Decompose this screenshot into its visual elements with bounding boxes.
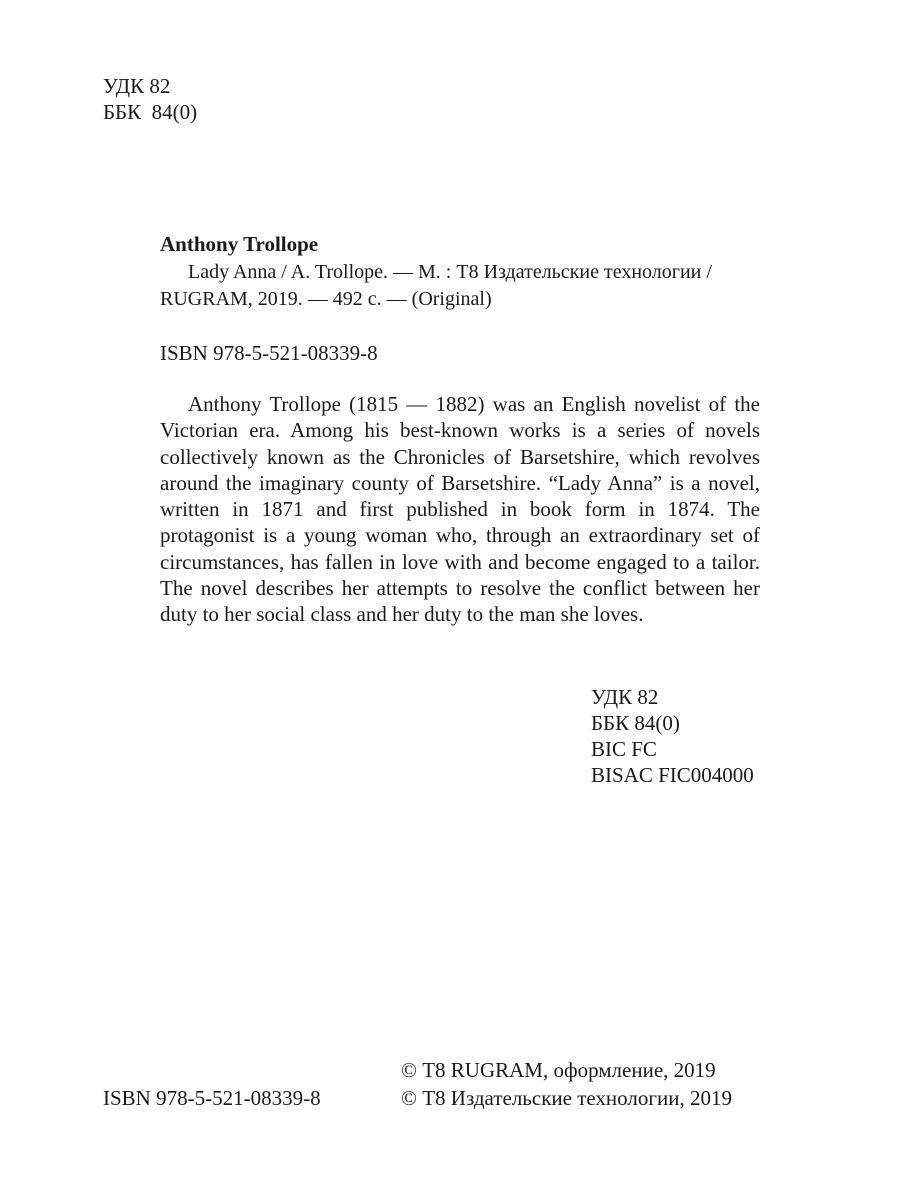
isbn-main: ISBN 978-5-521-08339-8 — [160, 341, 378, 365]
isbn-footer: ISBN 978-5-521-08339-8 — [103, 1086, 321, 1110]
classification-codes — [591, 684, 754, 788]
author-name: Anthony Trollope — [160, 232, 319, 256]
udk-code-right: УДК 82 — [591, 685, 659, 709]
bisac-code: BISAC FIC004000 — [591, 763, 754, 787]
biblio-line-1: Lady Anna / A. Trollope. — М. : Т8 Издательские технологии / — [188, 261, 712, 283]
udk-code: УДК 82 — [103, 74, 171, 98]
biblio-line-2: RUGRAM, 2019. — 492 с. — (Original) — [160, 288, 492, 310]
bbk-code-right: ББК 84(0) — [591, 711, 680, 735]
copyright-block — [401, 1056, 732, 1112]
bibliographic-description — [160, 259, 775, 313]
bic-code: BIC FC — [591, 737, 657, 761]
copyright-line-1: © Т8 RUGRAM, оформление, 2019 — [401, 1058, 716, 1082]
annotation-paragraph: Anthony Trollope (1815 — 1882) was an English novelist of the Victorian era. Among his best-known works is a series of novels collectively known as the Chronicles of Barsetshire, which revolves around the imaginary county of Barsetshire. “Lady Anna” is a novel, written in 1871 and first published in book form in 1874. The protagonist is a young woman who, through an extraordinary set of circumstances, has fallen in love with and become engaged to a tailor. The novel describes her attempts to resolve the conflict between her duty to her social class and her duty to the man she loves. — [160, 392, 760, 627]
bbk-code: ББК 84(0) — [103, 100, 198, 124]
top-classification-codes — [103, 73, 197, 125]
copyright-line-2: © Т8 Издательские технологии, 2019 — [401, 1086, 732, 1110]
